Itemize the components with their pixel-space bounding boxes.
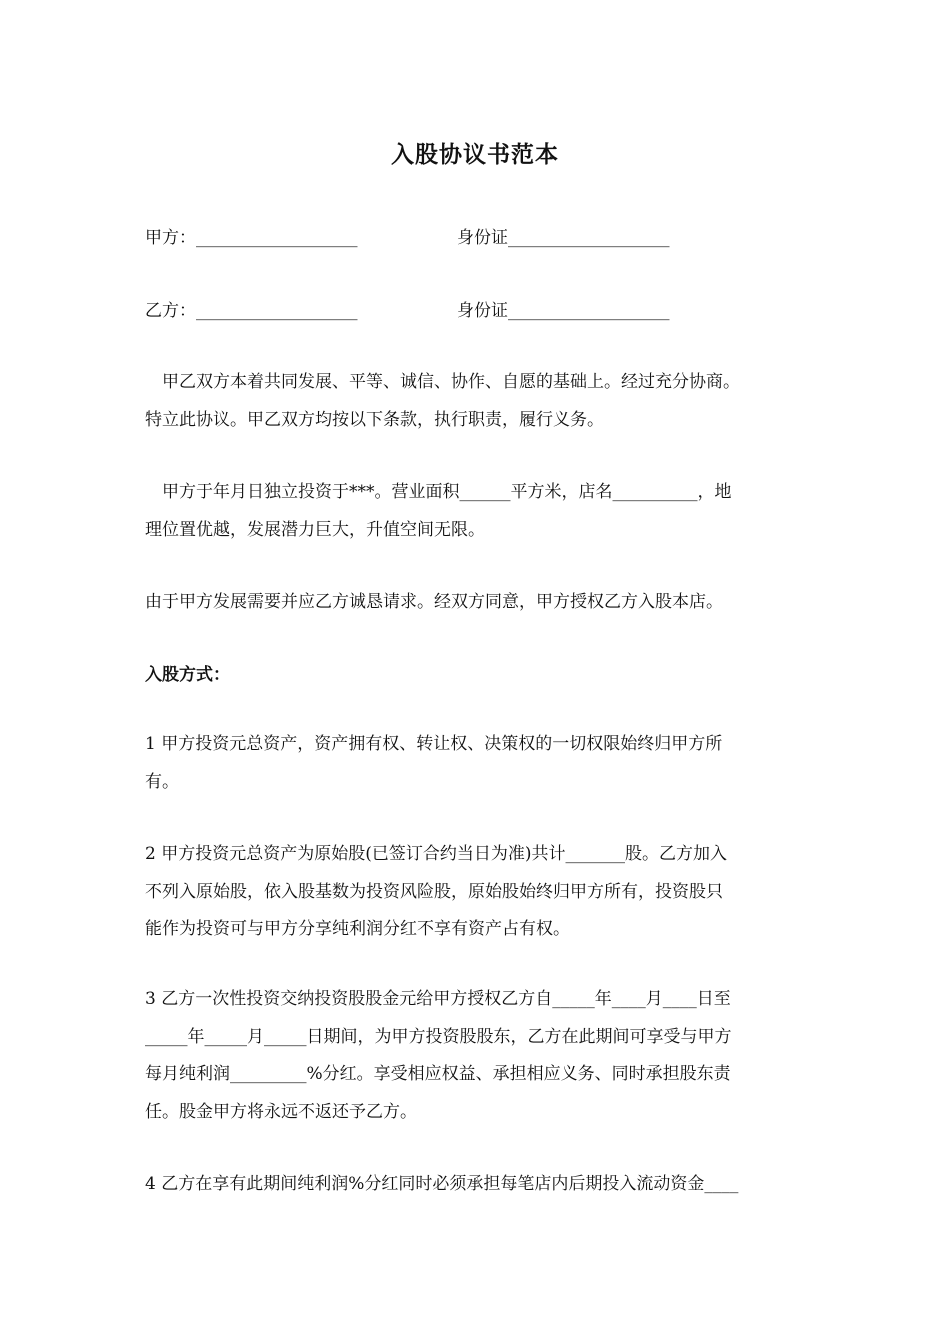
party-a-id-label: 身份证___________________ (457, 228, 670, 248)
party-b-row (145, 298, 815, 324)
document-title: 入股协议书范本 (391, 141, 559, 168)
clause-line: 2 甲方投资元总资产为原始股(已签订合约当日为准)共计_______股。乙方加入 (145, 844, 727, 864)
reason-paragraph (145, 584, 805, 622)
intro-line: 特立此协议。甲乙双方均按以下条款，执行职责，履行义务。 (145, 409, 604, 430)
clause-1 (145, 726, 805, 801)
party-a-row (145, 225, 815, 251)
clause-line: 有。 (145, 771, 179, 792)
method-heading: 入股方式： (145, 665, 230, 685)
party-b-label: 乙方：___________________ (145, 301, 358, 321)
investment-line: 理位置优越，发展潜力巨大，升值空间无限。 (145, 519, 485, 540)
intro-line: 甲乙双方本着共同发展、平等、诚信、协作、自愿的基础上。经过充分协商。 (145, 372, 740, 392)
reason-line: 由于甲方发展需要并应乙方诚恳请求。经双方同意，甲方授权乙方入股本店。 (145, 592, 723, 612)
clause-line: 每月纯利润_________%分红。享受相应权益、承担相应义务、同时承担股东责 (145, 1064, 731, 1084)
intro-paragraph (145, 364, 805, 439)
clause-line: 不列入原始股，依入股基数为投资风险股，原始股始终归甲方所有，投资股只 (145, 881, 723, 902)
clause-line: 3 乙方一次性投资交纳投资股股金元给甲方授权乙方自_____年____月____日至 (145, 989, 731, 1009)
clause-3 (145, 981, 805, 1131)
clause-line: 4 乙方在享有此期间纯利润%分红同时必须承担每笔店内后期投入流动资金____ (145, 1174, 739, 1194)
party-b-id-label: 身份证___________________ (457, 301, 670, 321)
clause-line: 1 甲方投资元总资产，资产拥有权、转让权、决策权的一切权限始终归甲方所 (145, 734, 723, 754)
party-a-label: 甲方：___________________ (145, 228, 358, 248)
clause-line: _____年_____月_____日期间，为甲方投资股股东，乙方在此期间可享受与甲方 (145, 1026, 732, 1047)
clause-line: 任。股金甲方将永远不返还予乙方。 (145, 1101, 417, 1122)
investment-paragraph (145, 474, 805, 549)
clause-2 (145, 836, 805, 949)
investment-line: 甲方于年月日独立投资于***。营业面积______平方米，店名__________，地 (145, 482, 732, 502)
clause-4 (145, 1166, 805, 1204)
clause-line: 能作为投资可与甲方分享纯利润分红不享有资产占有权。 (145, 919, 570, 939)
